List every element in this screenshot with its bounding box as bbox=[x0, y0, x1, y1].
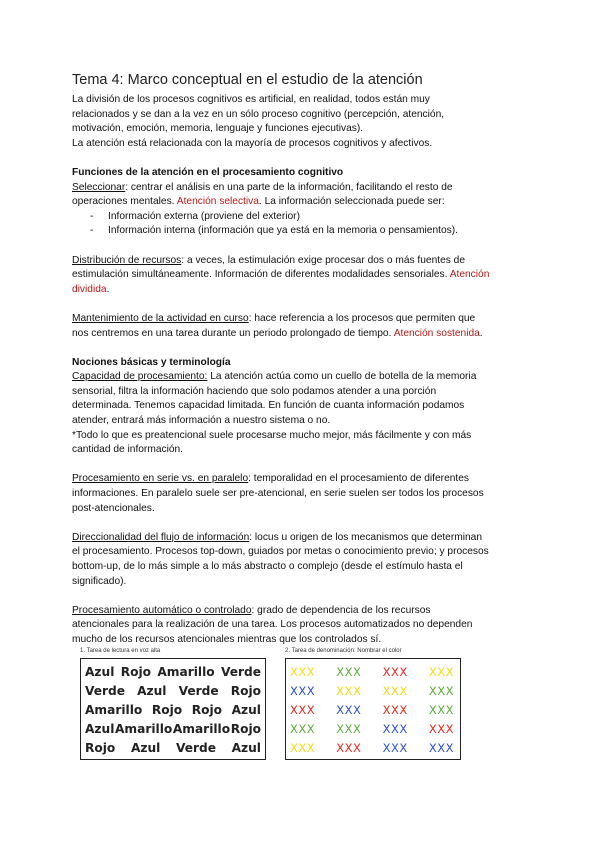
color-word: Azul bbox=[85, 665, 115, 679]
text-span: : a veces, la estimulación exige procesar dos o más fuentes de bbox=[181, 254, 465, 266]
paragraph-automatico bbox=[72, 604, 528, 619]
paragraph-line bbox=[72, 327, 528, 342]
text-span: operaciones mentales. bbox=[72, 196, 177, 208]
text-span: : grado de dependencia de los recursos bbox=[251, 604, 431, 616]
text-span: : locus u origen de los mecanismos que determinan bbox=[249, 531, 482, 543]
text-span: La atención actúa como un cuello de botella de la memoria bbox=[207, 371, 477, 383]
paragraph-direccionalidad bbox=[72, 531, 528, 546]
xxx-green: XXX bbox=[336, 665, 362, 679]
paragraph-line: atender, entrará más información a nuestro sistema o no. bbox=[72, 415, 331, 427]
word-row bbox=[85, 682, 261, 701]
color-word: Rojo bbox=[151, 703, 183, 717]
intro-line: La atención está relacionada con la mayoría de procesos cognitivos y afectivos. bbox=[72, 137, 433, 149]
color-word: Rojo bbox=[230, 722, 261, 736]
highlight-atencion-sostenida: Atención sostenida bbox=[393, 327, 480, 339]
stroop-color-figure bbox=[285, 648, 460, 755]
term-capacidad: Capacidad de procesamiento: bbox=[72, 371, 208, 383]
stroop-reading-figure bbox=[80, 648, 265, 755]
color-word: Azul bbox=[85, 722, 115, 736]
text-span: nos centremos en una tarea durante un periodo prolongado de tiempo. bbox=[72, 327, 394, 339]
text-span: : hace referencia a los procesos que permiten que bbox=[248, 312, 476, 324]
reading-task-box bbox=[80, 658, 266, 760]
color-word: Rojo bbox=[85, 741, 116, 755]
xxx-blue: XXX bbox=[382, 722, 408, 736]
figure-caption: 2. Tarea de denominación: Nombrar el color bbox=[285, 648, 402, 654]
xxx-green: XXX bbox=[290, 722, 316, 736]
color-word: Azul bbox=[231, 703, 261, 717]
xxx-yellow: XXX bbox=[382, 684, 408, 698]
page-title: Tema 4: Marco conceptual en el estudio de la atención bbox=[72, 72, 423, 88]
color-word: Amarillo bbox=[85, 703, 143, 717]
color-word: Verde bbox=[178, 684, 219, 698]
color-word: Verde bbox=[220, 665, 261, 679]
text-span: . La información seleccionada puede ser: bbox=[258, 196, 445, 208]
paragraph-line: bottom-up, de lo más simple a lo más abstracto o complejo (desde el estímulo hasta el bbox=[72, 561, 463, 572]
term-mantenimiento: Mantenimiento de la actividad en curso bbox=[72, 312, 249, 324]
highlight-atencion-selectiva: Atención selectiva bbox=[176, 196, 259, 208]
paragraph-line bbox=[72, 283, 528, 298]
intro-line: motivación, emoción, memoria, lenguaje y funciones ejecutivas). bbox=[72, 123, 364, 135]
xxx-green: XXX bbox=[336, 722, 362, 736]
xxx-blue: XXX bbox=[290, 684, 316, 698]
word-row bbox=[85, 701, 261, 720]
color-word: Amarillo bbox=[172, 722, 231, 736]
color-word: Azul bbox=[231, 741, 261, 755]
color-word: Verde bbox=[175, 741, 216, 755]
paragraph-line: determinada. Tenemos capacidad limitada. En función de cuanta información podamos bbox=[72, 400, 465, 412]
term-automatico: Procesamiento automático o controlado bbox=[72, 604, 252, 616]
list-item: - Información interna (información que ya está en la memoria o pensamientos). bbox=[90, 224, 528, 239]
xxx-red: XXX bbox=[382, 703, 408, 717]
info-list bbox=[72, 210, 528, 239]
term-distribucion: Distribución de recursos bbox=[72, 254, 182, 266]
color-word: Azul bbox=[137, 684, 167, 698]
word-row bbox=[85, 720, 261, 739]
text-span: . bbox=[106, 283, 110, 295]
text-span: : centrar el análisis en una parte de la información, facilitando el resto de bbox=[125, 181, 453, 193]
color-xxx-grid bbox=[290, 663, 454, 758]
term-direccionalidad: Direccionalidad del flujo de información bbox=[72, 531, 250, 543]
paragraph-serie-paralelo bbox=[72, 472, 528, 487]
xxx-green: XXX bbox=[428, 684, 454, 698]
term-serie-paralelo: Procesamiento en serie vs. en paralelo bbox=[72, 473, 249, 485]
intro-line: La división de los procesos cognitivos es artificial, en realidad, todos están muy bbox=[72, 94, 430, 105]
document-page bbox=[72, 72, 528, 648]
section-heading-funciones: Funciones de la atención en el procesamiento cognitivo bbox=[72, 166, 344, 178]
intro-line: relacionados y se dan a la vez en un sólo proceso cognitivo (percepción, atención, bbox=[72, 108, 445, 120]
paragraph-line: significado). bbox=[72, 575, 127, 587]
xxx-yellow: XXX bbox=[290, 665, 316, 679]
xxx-blue: XXX bbox=[428, 741, 454, 755]
highlight-atencion-dividida: dividida bbox=[72, 283, 107, 295]
paragraph-line: post-atencionales. bbox=[72, 502, 155, 514]
text-span: estimulación simultáneamente. Información de diferentes modalidades sensoriales. bbox=[72, 269, 450, 281]
word-row bbox=[85, 739, 261, 758]
section-heading-nociones: Nociones básicas y terminología bbox=[72, 356, 231, 368]
xxx-red: XXX bbox=[428, 722, 454, 736]
xxx-red: XXX bbox=[290, 703, 316, 717]
paragraph-line bbox=[72, 268, 528, 283]
text-span: : temporalidad en el procesamiento de diferentes bbox=[248, 473, 469, 485]
color-word: Rojo bbox=[230, 684, 261, 698]
xxx-yellow: XXX bbox=[428, 665, 454, 679]
paragraph-seleccionar bbox=[72, 181, 528, 196]
paragraph-line: atencionales para la realización de una tarea. Los procesos automatizados no dependen bbox=[72, 619, 473, 631]
color-word: Azul bbox=[130, 741, 161, 755]
xxx-red: XXX bbox=[382, 665, 408, 679]
paragraph-mantenimiento bbox=[72, 312, 528, 327]
word-grid bbox=[85, 663, 261, 758]
text-span: . bbox=[479, 327, 483, 339]
term-seleccionar: Seleccionar bbox=[72, 181, 126, 193]
paragraph-capacidad bbox=[72, 370, 528, 385]
word-row bbox=[85, 663, 261, 682]
figure-caption: 1. Tarea de lectura en voz alta bbox=[80, 648, 161, 654]
color-word: Amarillo bbox=[114, 722, 173, 736]
xxx-blue: XXX bbox=[336, 703, 362, 717]
stroop-figures bbox=[80, 648, 460, 758]
color-word: Rojo bbox=[191, 703, 223, 717]
xxx-row bbox=[290, 720, 454, 739]
paragraph-line: mucho de los recursos atencionales mientras que los controlados sí. bbox=[72, 633, 382, 645]
xxx-row bbox=[290, 663, 454, 682]
paragraph-line bbox=[72, 195, 528, 210]
xxx-blue: XXX bbox=[382, 741, 408, 755]
paragraph-line: sensorial, filtra la información haciendo que solo podamos atender a una porción bbox=[72, 385, 437, 397]
color-word: Amarillo bbox=[157, 665, 215, 679]
xxx-yellow: XXX bbox=[290, 741, 316, 755]
paragraph-line: informaciones. En paralelo suele ser pre-atencional, en serie suelen ser todos los procesos bbox=[72, 488, 484, 500]
color-word: Verde bbox=[85, 684, 126, 698]
color-word: Rojo bbox=[120, 665, 152, 679]
highlight-atencion-dividida: Atención bbox=[449, 269, 490, 281]
list-item: - Información externa (proviene del exterior) bbox=[90, 210, 528, 225]
paragraph-line: *Todo lo que es preatencional suele procesarse mucho mejor, más fácilmente y con más bbox=[72, 429, 472, 441]
xxx-row bbox=[290, 739, 454, 758]
paragraph-line: cantidad de información. bbox=[72, 444, 183, 456]
xxx-red: XXX bbox=[336, 741, 362, 755]
xxx-row bbox=[290, 682, 454, 701]
paragraph-line: el procesamiento. Procesos top-down, guiados por metas o conocimiento previo; y procesos bbox=[72, 546, 489, 558]
xxx-yellow: XXX bbox=[336, 684, 362, 698]
paragraph-distribucion bbox=[72, 254, 528, 269]
xxx-row bbox=[290, 701, 454, 720]
xxx-green: XXX bbox=[428, 703, 454, 717]
color-task-box bbox=[285, 658, 461, 760]
